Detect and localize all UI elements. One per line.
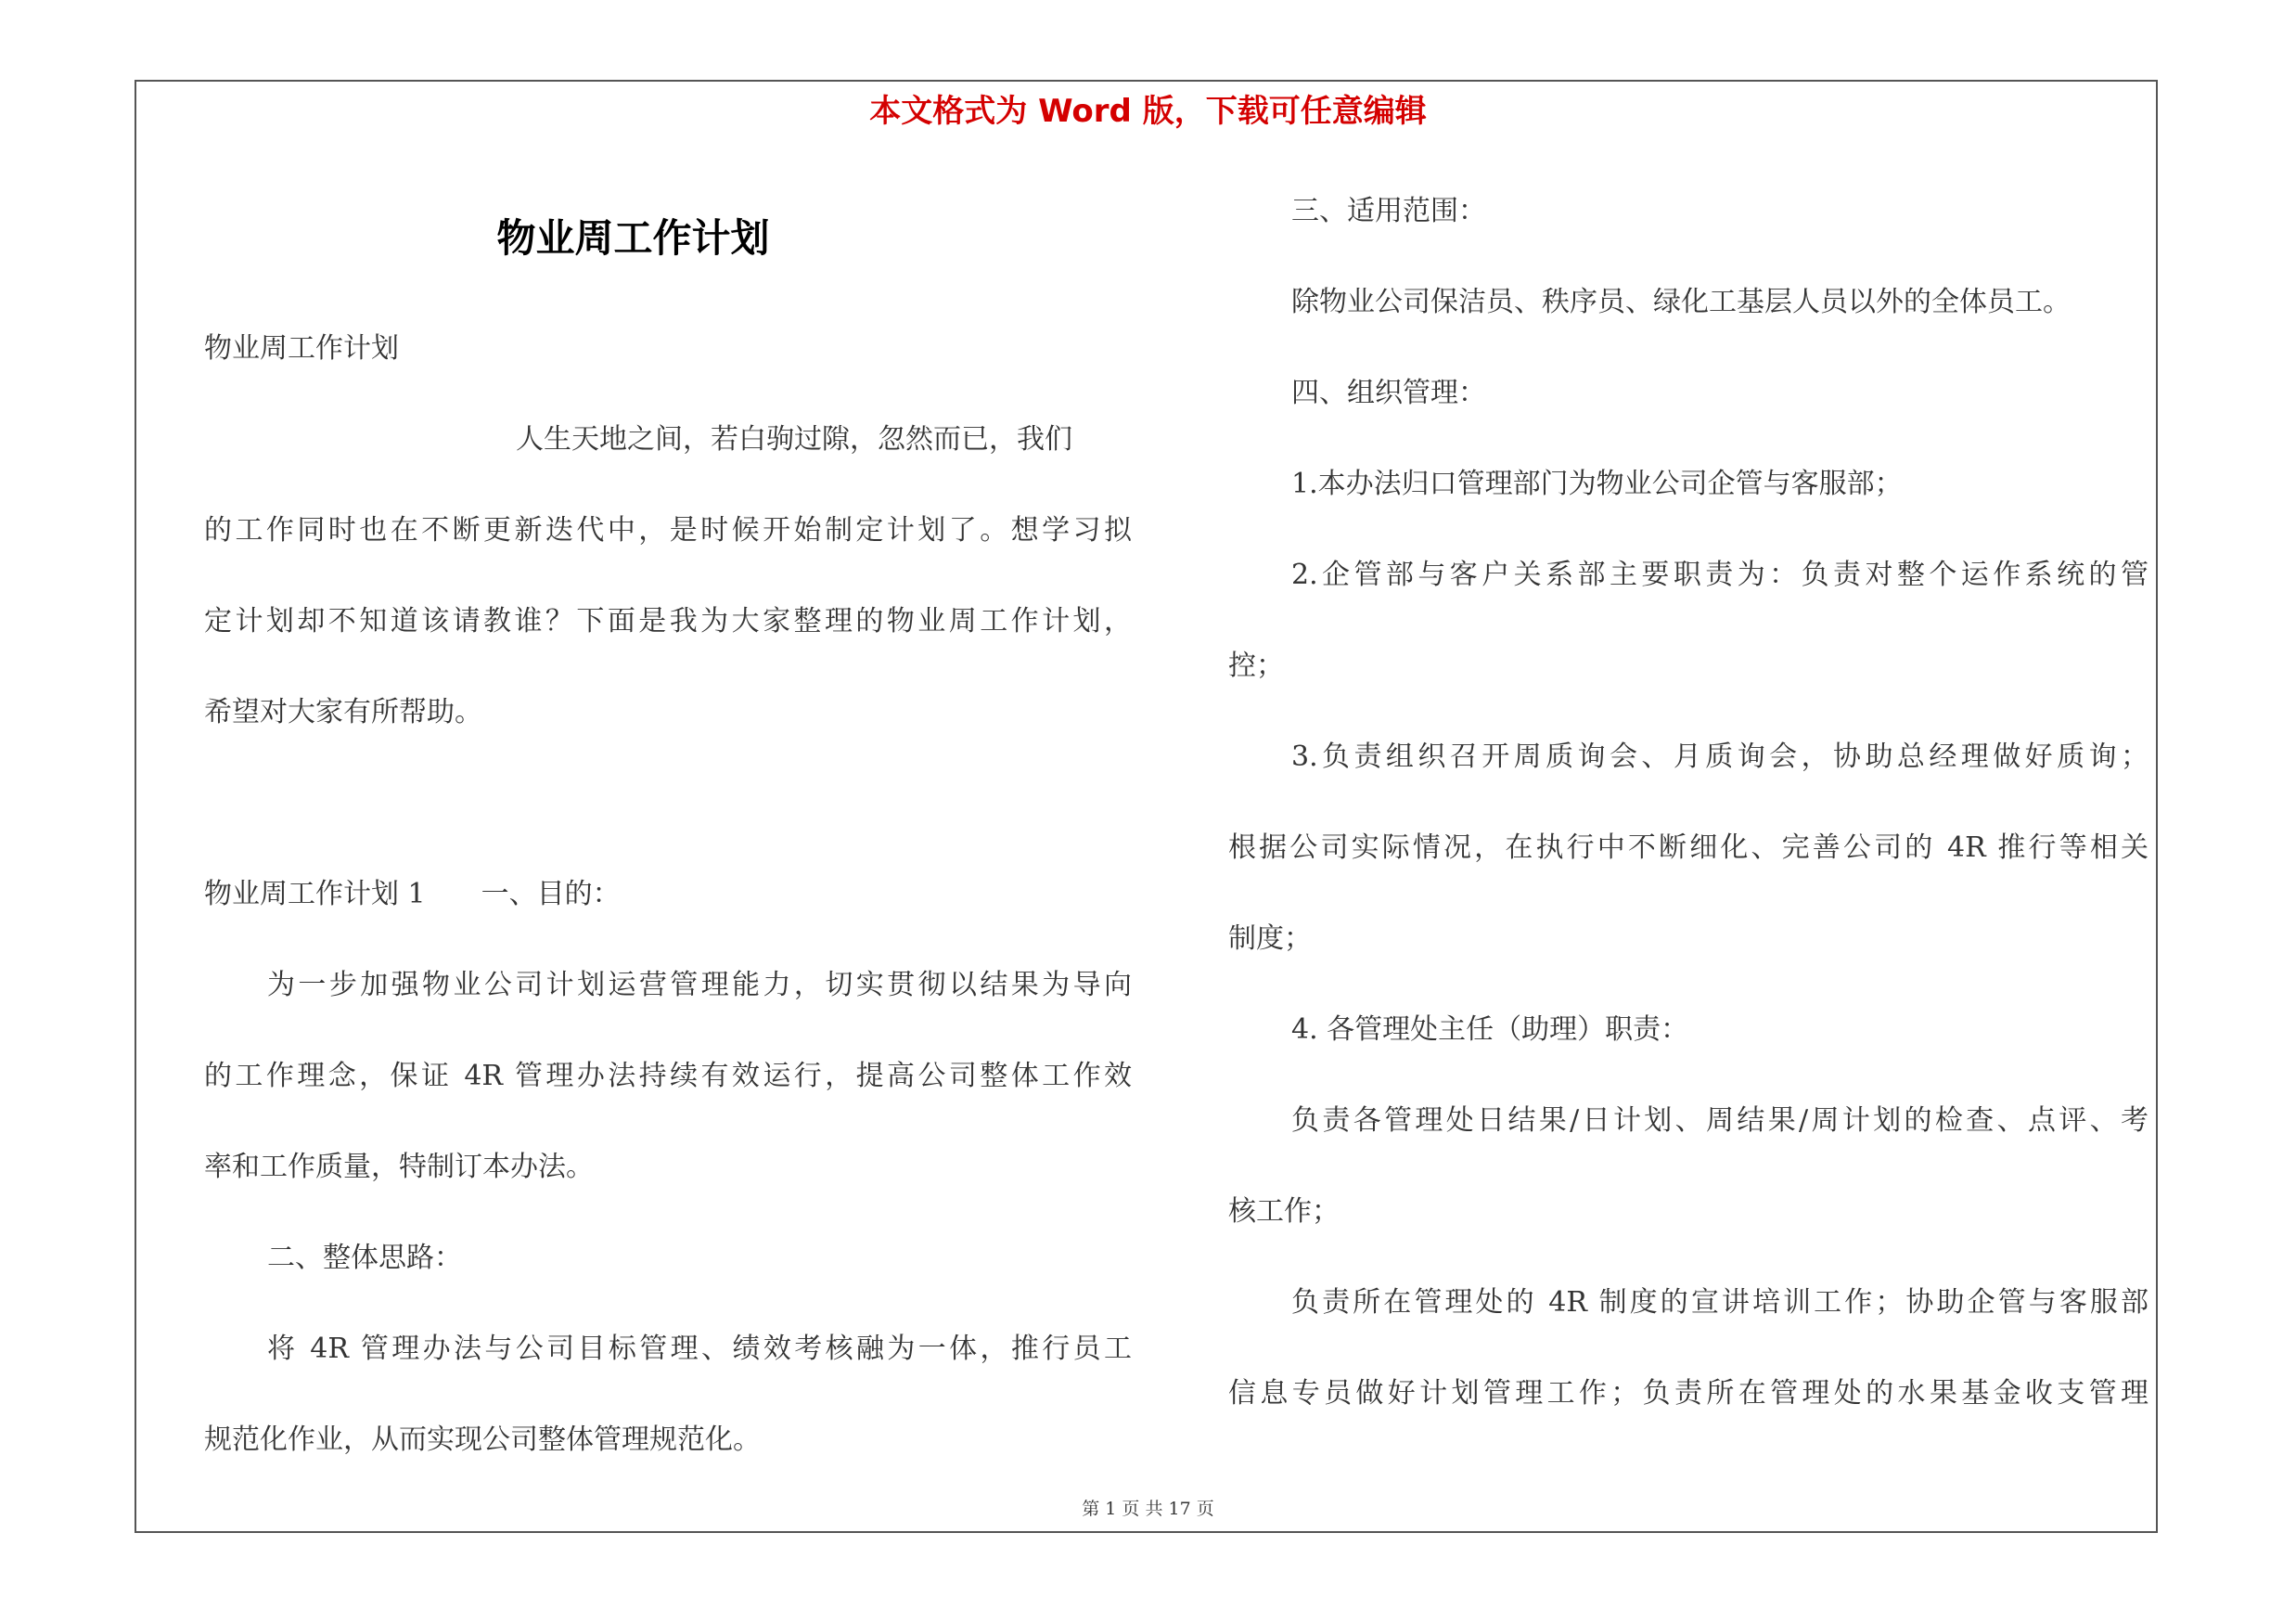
paragraph-line: 负责各管理处日结果/日计划、周结果/周计划的检查、点评、考 [1291,1104,2148,1137]
section-heading: 三、适用范围： [1291,195,1486,227]
document-title: 物业周工作计划 [496,215,770,261]
paragraph-line: 率和工作质量，特制订本办法。 [204,1151,594,1183]
section-heading: 四、组织管理： [1291,377,1486,409]
paragraph-line: 规范化作业，从而实现公司整体管理规范化。 [204,1423,761,1456]
paragraph-line: 除物业公司保洁员、秩序员、绿化工基层人员以外的全体员工。 [1291,286,2071,318]
format-banner: 本文格式为 Word 版，下载可任意编辑 [869,93,1427,130]
paragraph-line: 定计划却不知道该请教谁？下面是我为大家整理的物业周工作计划， [204,605,1132,638]
paragraph-line: 将 4R 管理办法与公司目标管理、绩效考核融为一体，推行员工 [267,1333,1132,1365]
section-heading: 二、整体思路： [267,1242,462,1274]
paragraph-line: 根据公司实际情况，在执行中不断细化、完善公司的 4R 推行等相关 [1228,831,2148,864]
section-heading: 物业周工作计划 1 一、目的： [204,878,621,910]
paragraph-line: 信息专员做好计划管理工作；负责所在管理处的水果基金收支管理 [1228,1377,2148,1410]
paragraph-line: 人生天地之间，若白驹过隙，忽然而已，我们 [516,423,1072,456]
paragraph-line: 制度； [1228,922,1312,955]
paragraph-line: 为一步加强物业公司计划运营管理能力，切实贯彻以结果为导向 [267,969,1132,1001]
paragraph-line: 1.本办法归口管理部门为物业公司企管与客服部； [1291,468,1903,500]
paragraph-line: 的工作理念，保证 4R 管理办法持续有效运行，提高公司整体工作效 [204,1060,1132,1092]
paragraph-line: 控； [1228,650,1284,682]
page-number: 第 1 页 共 17 页 [1082,1499,1214,1519]
paragraph-line: 物业周工作计划 [204,332,399,365]
paragraph-line: 希望对大家有所帮助。 [204,696,482,728]
section-heading: 4. 各管理处主任（助理）职责： [1291,1013,1689,1046]
paragraph-line: 3.负责组织召开周质询会、月质询会，协助总经理做好质询； [1291,741,2148,773]
paragraph-line: 负责所在管理处的 4R 制度的宣讲培训工作；协助企管与客服部 [1291,1286,2148,1319]
paragraph-line: 核工作； [1228,1195,1340,1228]
paragraph-line: 2.企管部与客户关系部主要职责为：负责对整个运作系统的管 [1291,559,2148,591]
paragraph-line: 的工作同时也在不断更新迭代中，是时候开始制定计划了。想学习拟 [204,514,1132,547]
